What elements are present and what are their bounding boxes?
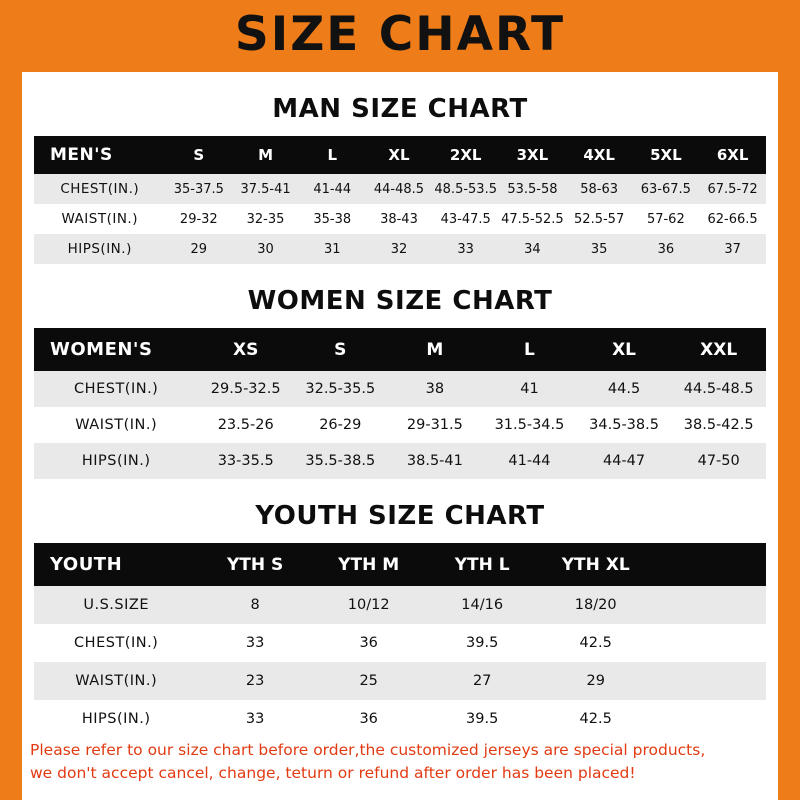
youth-row1-cell4: 42.5 [539,624,653,662]
table-row [34,443,766,479]
men-row2-cell1: 29 [165,234,232,264]
youth-row0-cell5 [652,586,766,624]
youth-row3-cell1: 33 [198,700,312,738]
men-row0-cell5: 48.5-53.5 [432,174,499,204]
youth-row3-cell4: 42.5 [539,700,653,738]
women-row1-cell2: 26-29 [293,407,388,443]
women-row2-label: HIPS(IN.) [34,443,198,479]
women-row1-cell3: 29-31.5 [388,407,483,443]
men-row2-cell4: 32 [366,234,433,264]
youth-row2-label: WAIST(IN.) [34,662,198,700]
men-col-header-8: 5XL [632,136,699,174]
women-row1-cell6: 38.5-42.5 [671,407,766,443]
women-row0-cell4: 41 [482,371,577,407]
youth-row0-label: U.S.SIZE [34,586,198,624]
women-section-title: WOMEN SIZE CHART [247,286,553,316]
table-row [34,700,766,738]
youth-col-header-1: YTH S [198,543,312,586]
women-row0-cell6: 44.5-48.5 [671,371,766,407]
table-row [34,624,766,662]
women-col-header-2: S [293,328,388,371]
men-row0-cell7: 58-63 [566,174,633,204]
women-row0-cell2: 32.5-35.5 [293,371,388,407]
table-row [34,586,766,624]
men-row0-cell3: 41-44 [299,174,366,204]
women-row0-label: CHEST(IN.) [34,371,198,407]
men-row1-cell4: 38-43 [366,204,433,234]
youth-section-title: YOUTH SIZE CHART [255,501,545,531]
men-col-header-9: 6XL [699,136,766,174]
youth-row1-label: CHEST(IN.) [34,624,198,662]
women-col-header-3: M [388,328,483,371]
men-row0-cell8: 63-67.5 [632,174,699,204]
women-row2-cell5: 44-47 [577,443,672,479]
youth-row3-cell5 [652,700,766,738]
youth-row1-cell1: 33 [198,624,312,662]
youth-col-header-5 [652,543,766,586]
table-row [34,371,766,407]
men-section-title: MAN SIZE CHART [272,94,528,124]
youth-row2-cell3: 27 [425,662,539,700]
men-row2-label: HIPS(IN.) [34,234,165,264]
men-row2-cell9: 37 [699,234,766,264]
footer-line-2: we don't accept cancel, change, teturn or refund after order has been placed! [30,763,636,782]
men-col-header-2: M [232,136,299,174]
women-row1-cell5: 34.5-38.5 [577,407,672,443]
page-banner [0,0,800,72]
youth-col-header-2: YTH M [312,543,426,586]
men-row2-cell7: 35 [566,234,633,264]
women-col-header-0: WOMEN'S [34,328,198,371]
youth-col-header-4: YTH XL [539,543,653,586]
table-row [34,234,766,264]
women-row2-cell4: 41-44 [482,443,577,479]
men-col-header-6: 3XL [499,136,566,174]
women-row2-cell3: 38.5-41 [388,443,483,479]
women-size-table [34,328,766,479]
table-header-row [34,543,766,586]
youth-col-header-3: YTH L [425,543,539,586]
chart-content [0,94,800,738]
men-col-header-4: XL [366,136,433,174]
men-col-header-3: L [299,136,366,174]
men-row1-cell1: 29-32 [165,204,232,234]
women-row0-cell3: 38 [388,371,483,407]
youth-row0-cell3: 14/16 [425,586,539,624]
men-row1-label: WAIST(IN.) [34,204,165,234]
table-row [34,204,766,234]
youth-row0-cell1: 8 [198,586,312,624]
women-row1-cell1: 23.5-26 [198,407,293,443]
footer-line-1: Please refer to our size chart before order,the customized jerseys are special products, [30,741,706,760]
men-row1-cell7: 52.5-57 [566,204,633,234]
men-row1-cell3: 35-38 [299,204,366,234]
men-row0-cell6: 53.5-58 [499,174,566,204]
table-row [34,407,766,443]
youth-row3-cell2: 36 [312,700,426,738]
men-row0-cell1: 35-37.5 [165,174,232,204]
men-row0-label: CHEST(IN.) [34,174,165,204]
women-col-header-6: XXL [671,328,766,371]
youth-row1-cell2: 36 [312,624,426,662]
youth-row3-label: HIPS(IN.) [34,700,198,738]
youth-row2-cell2: 25 [312,662,426,700]
youth-row0-cell2: 10/12 [312,586,426,624]
men-col-header-7: 4XL [566,136,633,174]
youth-row0-cell4: 18/20 [539,586,653,624]
women-row2-cell6: 47-50 [671,443,766,479]
youth-col-header-0: YOUTH [34,543,198,586]
youth-row3-cell3: 39.5 [425,700,539,738]
youth-row1-cell5 [652,624,766,662]
table-row [34,174,766,204]
men-row1-cell5: 43-47.5 [432,204,499,234]
men-row2-cell8: 36 [632,234,699,264]
youth-size-table [34,543,766,738]
youth-row2-cell1: 23 [198,662,312,700]
women-row2-cell2: 35.5-38.5 [293,443,388,479]
men-row0-cell9: 67.5-72 [699,174,766,204]
women-row2-cell1: 33-35.5 [198,443,293,479]
men-row2-cell2: 30 [232,234,299,264]
men-col-header-5: 2XL [432,136,499,174]
page-title: SIZE CHART [234,6,566,62]
youth-row2-cell4: 29 [539,662,653,700]
men-row0-cell2: 37.5-41 [232,174,299,204]
women-col-header-4: L [482,328,577,371]
women-col-header-1: XS [198,328,293,371]
men-row0-cell4: 44-48.5 [366,174,433,204]
men-col-header-0: MEN'S [34,136,165,174]
women-row1-label: WAIST(IN.) [34,407,198,443]
youth-row2-cell5 [652,662,766,700]
youth-row1-cell3: 39.5 [425,624,539,662]
men-row2-cell6: 34 [499,234,566,264]
women-row0-cell1: 29.5-32.5 [198,371,293,407]
footer-disclaimer [30,739,774,784]
men-row2-cell3: 31 [299,234,366,264]
women-col-header-5: XL [577,328,672,371]
men-row1-cell2: 32-35 [232,204,299,234]
men-row1-cell6: 47.5-52.5 [499,204,566,234]
men-row2-cell5: 33 [432,234,499,264]
table-header-row [34,328,766,371]
women-row0-cell5: 44.5 [577,371,672,407]
table-header-row [34,136,766,174]
men-col-header-1: S [165,136,232,174]
women-row1-cell4: 31.5-34.5 [482,407,577,443]
table-row [34,662,766,700]
men-size-table [34,136,766,264]
men-row1-cell8: 57-62 [632,204,699,234]
men-row1-cell9: 62-66.5 [699,204,766,234]
